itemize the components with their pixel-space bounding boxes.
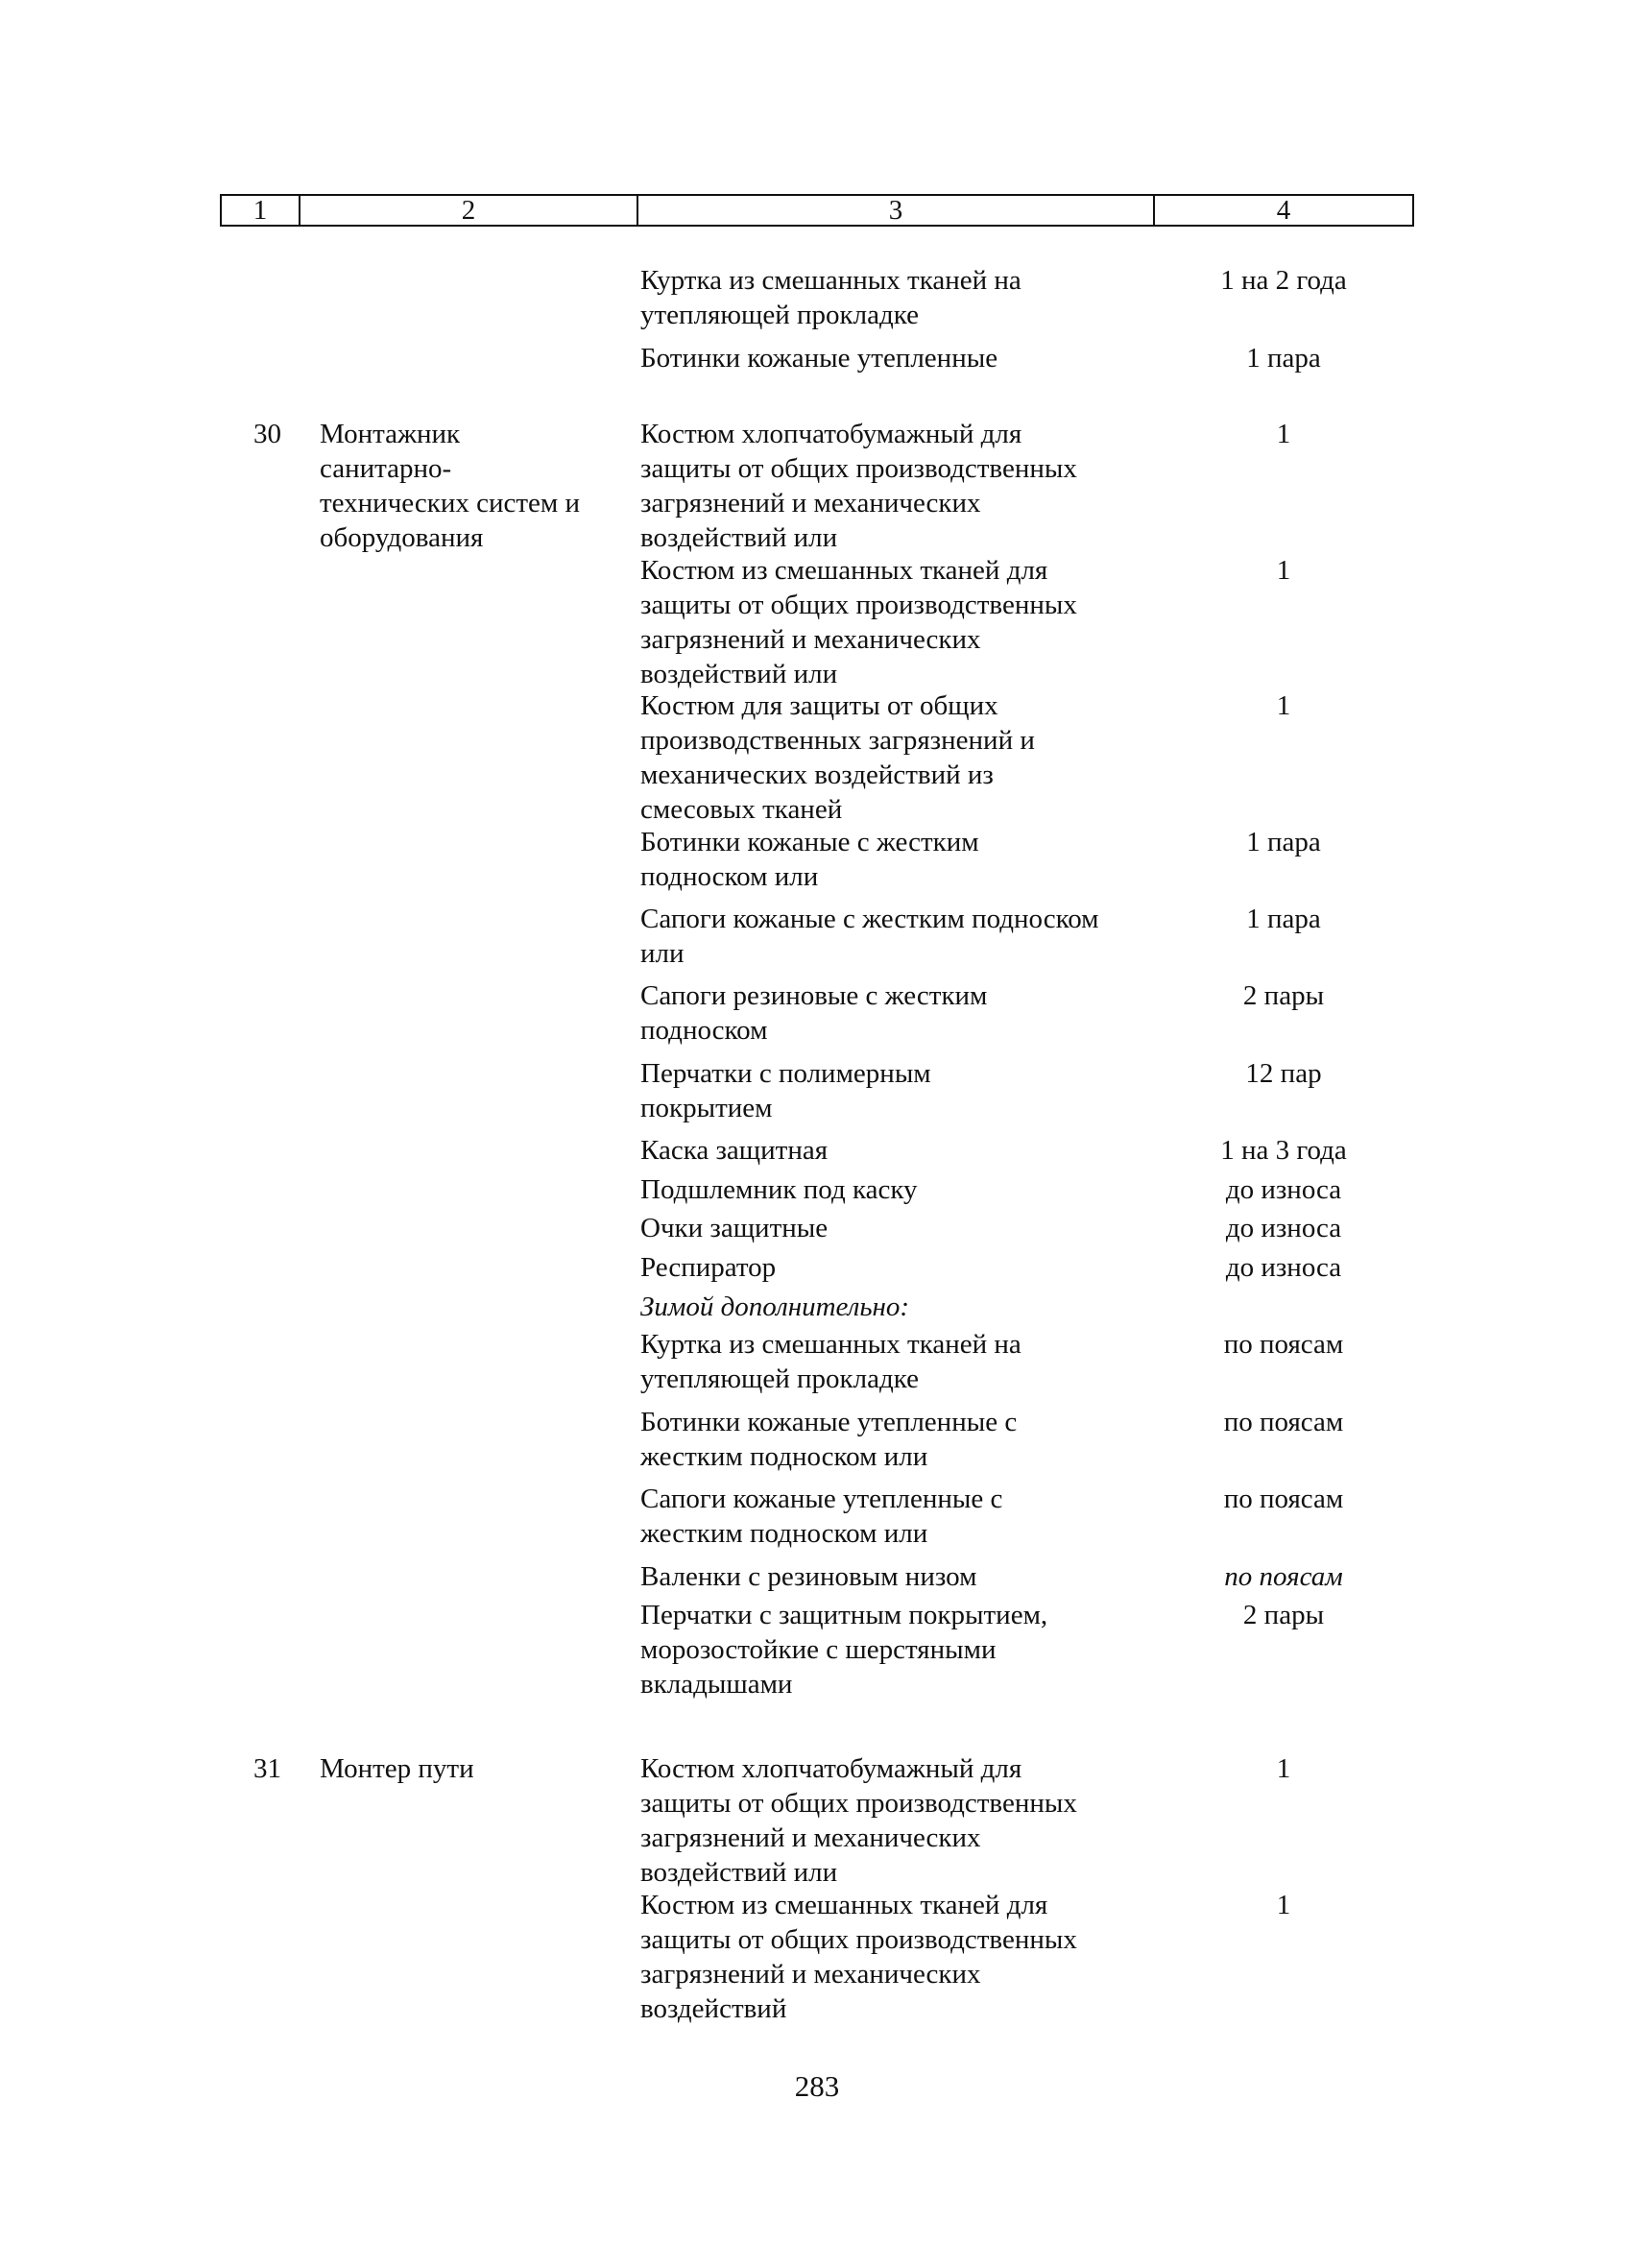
quantity-text: 1	[1276, 419, 1291, 449]
quantity-text: 1 пара	[1246, 827, 1321, 857]
item-text: Ботинки кожаные с жестким подноском или	[640, 827, 979, 892]
row-number: 30	[253, 419, 281, 449]
item-text: Куртка из смешанных тканей на утепляющей прокладке	[640, 1329, 1021, 1394]
item-text: Валенки с резиновым низом	[640, 1561, 977, 1592]
item-text: Костюм из смешанных тканей для защиты от общих производственных загрязнений и механических воздействий или	[640, 555, 1077, 689]
page-number: 283	[794, 2069, 840, 2103]
item-text: Ботинки кожаные утепленные	[640, 343, 998, 374]
quantity-text: по поясам	[1223, 1407, 1344, 1437]
item-text: Подшлемник под каску	[640, 1174, 918, 1205]
header-col-1: 1	[220, 194, 300, 227]
quantity-text: 1	[1276, 1753, 1291, 1784]
quantity-text: 1 пара	[1246, 343, 1321, 374]
item-text: Респиратор	[640, 1252, 777, 1283]
quantity-text: 2 пары	[1242, 1600, 1325, 1630]
quantity-text: 1	[1276, 690, 1291, 721]
item-text: Очки защитные	[640, 1213, 829, 1243]
quantity-text: 1 на 3 года	[1220, 1135, 1347, 1166]
profession-text: Монтажник санитарно- технических систем и оборудования	[320, 419, 581, 553]
quantity-text: по поясам	[1223, 1329, 1344, 1360]
header-col-2: 2	[299, 194, 638, 227]
quantity-text: 12 пар	[1245, 1058, 1322, 1089]
quantity-text: до износа	[1225, 1252, 1342, 1283]
quantity-text: до износа	[1225, 1213, 1342, 1243]
quantity-text: 1 на 2 года	[1220, 265, 1347, 296]
winter-subheading: Зимой дополнительно:	[640, 1291, 910, 1322]
item-text: Сапоги кожаные с жестким подноском или	[640, 904, 1099, 969]
item-text: Ботинки кожаные утепленные с жестким подноском или	[640, 1407, 1018, 1472]
header-col-3: 3	[637, 194, 1155, 227]
quantity-text: 1	[1276, 555, 1291, 586]
quantity-text: по поясам	[1223, 1484, 1344, 1514]
item-text: Перчатки с полимерным покрытием	[640, 1058, 931, 1123]
quantity-text: 2 пары	[1242, 980, 1325, 1011]
profession-text: Монтер пути	[320, 1753, 474, 1784]
header-col-4: 4	[1153, 194, 1414, 227]
item-text: Куртка из смешанных тканей на утепляющей прокладке	[640, 265, 1021, 330]
item-text: Костюм из смешанных тканей для защиты от общих производственных загрязнений и механических воздействий	[640, 1890, 1077, 2024]
quantity-text: 1	[1276, 1890, 1291, 1920]
item-text: Каска защитная	[640, 1135, 829, 1166]
quantity-text: 1 пара	[1246, 904, 1321, 934]
item-text: Сапоги кожаные утепленные с жестким подноском или	[640, 1484, 1003, 1549]
item-text: Перчатки с защитным покрытием, морозостойкие с шерстяными вкладышами	[640, 1600, 1048, 1700]
quantity-text: по поясам	[1224, 1561, 1343, 1592]
item-text: Костюм хлопчатобумажный для защиты от общих производственных загрязнений и механических воздействий или	[640, 1753, 1077, 1888]
item-text: Костюм хлопчатобумажный для защиты от общих производственных загрязнений и механических воздействий или	[640, 419, 1077, 553]
item-text: Костюм для защиты от общих производственных загрязнений и механических воздействий из смесовых тканей	[640, 690, 1035, 825]
item-text: Сапоги резиновые с жестким подноском	[640, 980, 988, 1046]
quantity-text: до износа	[1225, 1174, 1342, 1205]
row-number: 31	[253, 1753, 281, 1784]
